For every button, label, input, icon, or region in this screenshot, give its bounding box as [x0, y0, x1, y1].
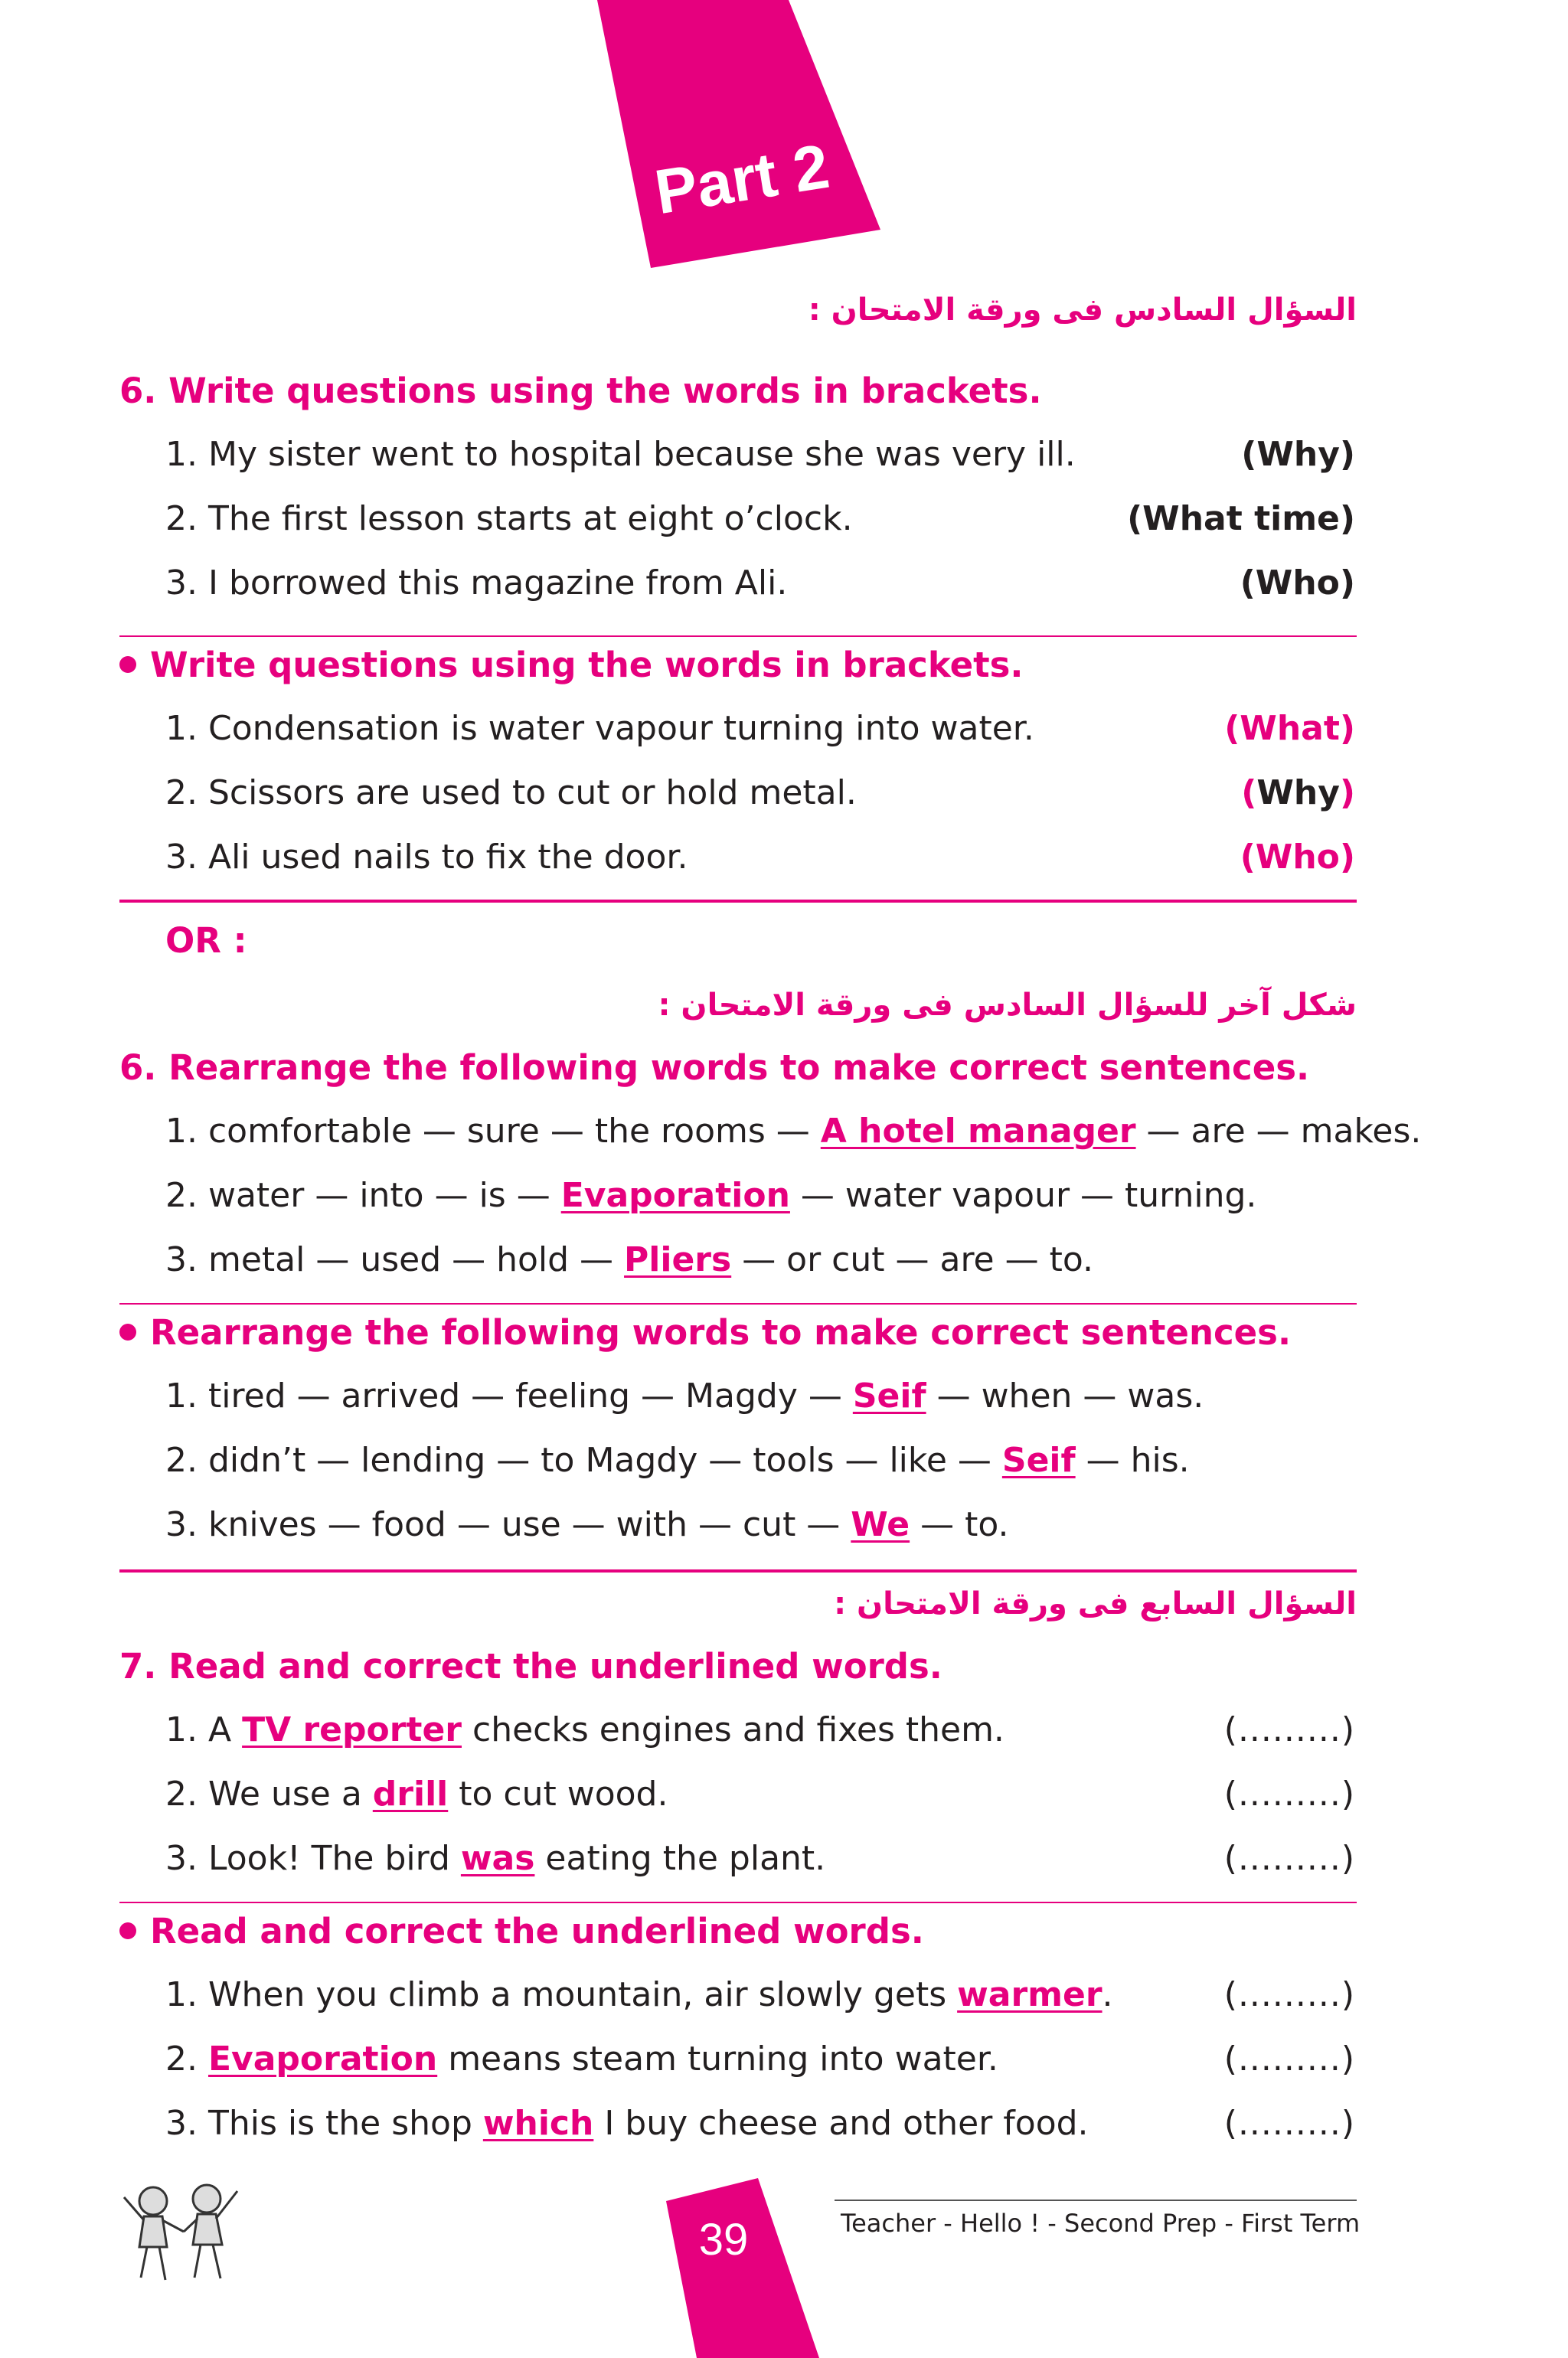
bullet-icon	[119, 1324, 136, 1341]
divider	[119, 900, 1357, 903]
bullet-icon	[119, 1922, 136, 1939]
hint: (What)	[1224, 709, 1355, 748]
answer-blank: (.........)	[1223, 1775, 1355, 1814]
section3-title: 6. Rearrange the following words to make correct sentences.	[119, 1047, 1310, 1088]
part-title: Part 2	[650, 131, 834, 228]
hint: (Why)	[1241, 773, 1355, 812]
section1-title: 6. Write questions using the words in brackets.	[119, 371, 1042, 411]
list-item: 1. A TV reporter checks engines and fixes them.	[165, 1710, 1004, 1749]
answer-blank: (.........)	[1223, 1975, 1355, 2014]
list-item: 2. Evaporation means steam turning into water.	[165, 2040, 998, 2079]
list-item: 2. Scissors are used to cut or hold metal.	[165, 773, 857, 812]
list-item: 3. Look! The bird was eating the plant.	[165, 1839, 826, 1878]
list-item: 2. water — into — is — Evaporation — water vapour — turning.	[165, 1176, 1257, 1215]
divider	[119, 1569, 1357, 1573]
footer-text: Teacher - Hello ! - Second Prep - First Term	[841, 2209, 1361, 2238]
list-item: 1. When you climb a mountain, air slowly gets warmer.	[165, 1975, 1113, 2014]
list-item: 1. comfortable — sure — the rooms — A hotel manager — are — makes.	[165, 1112, 1422, 1151]
answer-blank: (.........)	[1223, 1839, 1355, 1878]
arabic-heading-q6-alt: شكل آخر للسؤال السادس فى ورقة الامتحان :	[658, 988, 1357, 1023]
page-number-banner	[666, 2178, 819, 2358]
list-item: 2. The first lesson starts at eight o’clock.	[165, 499, 853, 538]
divider	[119, 1303, 1357, 1305]
hint: (What time)	[1127, 499, 1355, 538]
page-number: 39	[698, 2215, 749, 2265]
hint: (Who)	[1240, 838, 1355, 877]
list-item: 2. We use a drill to cut wood.	[165, 1775, 668, 1814]
list-item: 1. Condensation is water vapour turning into water.	[165, 709, 1034, 748]
or-label: OR :	[165, 920, 247, 961]
list-item: 1. tired — arrived — feeling — Magdy — Seif — when — was.	[165, 1377, 1204, 1416]
divider	[119, 635, 1357, 637]
answer-blank: (.........)	[1223, 1710, 1355, 1749]
answer-blank: (.........)	[1223, 2040, 1355, 2079]
kids-illustration	[115, 2174, 249, 2289]
arabic-heading-q7: السؤال السابع فى ورقة الامتحان :	[834, 1586, 1357, 1622]
hint: (Who)	[1240, 563, 1355, 603]
list-item: 3. This is the shop which I buy cheese and other food.	[165, 2104, 1089, 2143]
part-banner	[597, 0, 880, 268]
divider	[119, 1902, 1357, 1903]
section4-title: Rearrange the following words to make correct sentences.	[119, 1312, 1291, 1353]
section6-title: Read and correct the underlined words.	[119, 1911, 924, 1951]
list-item: 1. My sister went to hospital because she was very ill.	[165, 435, 1076, 474]
answer-blank: (.........)	[1223, 2104, 1355, 2143]
bullet-icon	[119, 656, 136, 673]
list-item: 3. knives — food — use — with — cut — We — to.	[165, 1505, 1009, 1544]
section2-title: Write questions using the words in brackets.	[119, 645, 1024, 685]
section5-title: 7. Read and correct the underlined words.	[119, 1646, 942, 1687]
hint: (Why)	[1241, 435, 1355, 474]
list-item: 3. I borrowed this magazine from Ali.	[165, 563, 788, 603]
list-item: 3. Ali used nails to fix the door.	[165, 838, 688, 877]
arabic-heading-q6: السؤال السادس فى ورقة الامتحان :	[808, 292, 1357, 328]
footer-divider	[835, 2200, 1357, 2201]
list-item: 3. metal — used — hold — Pliers — or cut — are — to.	[165, 1240, 1093, 1279]
list-item: 2. didn’t — lending — to Magdy — tools — like — Seif — his.	[165, 1441, 1190, 1480]
